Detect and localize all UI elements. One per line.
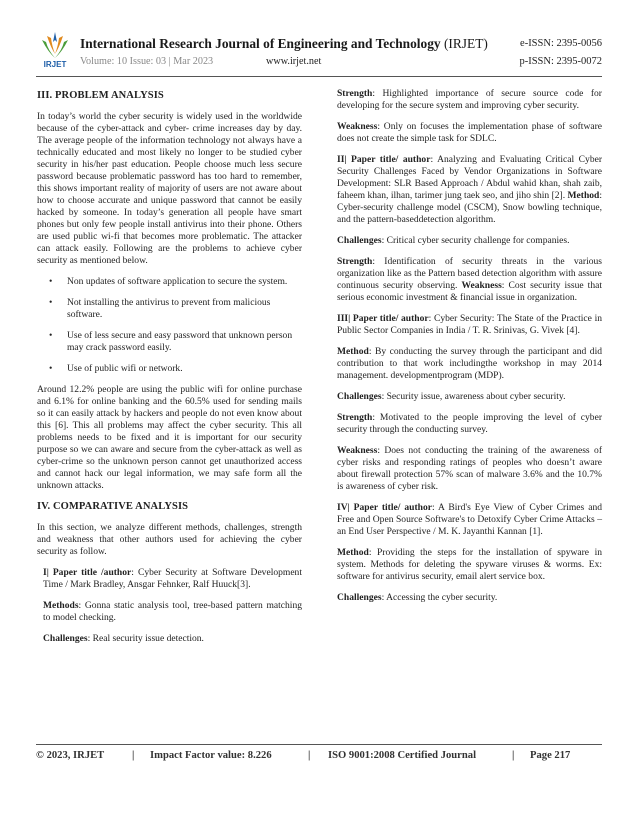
journal-header: [36, 30, 602, 74]
weakness-entry: Weakness: Does not conducting the training of the awareness of cyber risks and responding ratings of peoples who doesn’t aware about firewall protection 57% scan of malware 3.6% and the 10.7% is awareness of cyber risk.: [337, 445, 602, 492]
strength-entry: Strength: Identification of security threats in the various organization like as the Pattern based detection algorithm with assure continuous security observing. Weakness: Cost security issue that serious economic investment & financial issue in organization.: [337, 256, 602, 303]
paragraph: In this section, we analyze different methods, challenges, strength and weakness that other authors used for achieving the cyber security as follow.: [37, 522, 302, 557]
copyright: © 2023, IRJET: [36, 750, 105, 761]
problem-list: [37, 276, 302, 375]
paper-entry: I| Paper title /author: Cyber Security at Software Development Time / Mark Bradley, Ansgar Fehnker, Ralf Huuck[3].: [43, 567, 302, 590]
paragraph: In today’s world the cyber security is widely used in the worldwide because of the cyber-attack and cyber- crime increases day by day. The average people of the information technology not always have a technically educated and most likely no longer to be studied cyber security in his/her past education. People choose much less secure password because problematic password has too hard to remember, this shows important reality of majority of users are not aware about how to choose accurate and unique password that cannot be easily hacked by someone. In today’s generation all people have smart phones but only few people install antivirus into their phone. Others are used public wi-fi that becomes more problematic. The attacker can attack easily. Following are the problems to achieve cyber security as mentioned below.: [37, 111, 302, 266]
impact-factor: Impact Factor value: 8.226: [150, 750, 272, 761]
footer-rule: [36, 744, 602, 745]
method-entry: Method: By conducting the survey through the participant and did contribution to that work includingthe workshop in may 2014 management. developmentprogram (MDP).: [337, 346, 602, 381]
volume-issue: Volume: 10 Issue: 03 | Mar 2023: [80, 56, 214, 67]
section-heading-problem-analysis: III. PROBLEM ANALYSIS: [37, 90, 164, 101]
method-entry: Method: Providing the steps for the installation of spyware in system. Methods for deleting the spyware viruses & worms. Ex: software for antivirus security, email alert service box.: [337, 547, 602, 582]
weakness-entry: Weakness: Only on focuses the implementation phase of software does not create the simple task for SDLC.: [337, 121, 602, 144]
header-rule: [36, 76, 602, 77]
list-item: • Use of public wifi or network.: [37, 363, 302, 375]
iso-certification: ISO 9001:2008 Certified Journal: [328, 750, 477, 761]
paper-entry: IV| Paper title/ author: A Bird's Eye View of Cyber Crimes and Free and Open Source Software's to Detoxify Cyber Crime Attacks – an End User Perspective / M. K. Jayanthi Kannan [1].: [337, 502, 602, 537]
methods-entry: Methods: Gonna static analysis tool, tree-based pattern matching to model checking.: [43, 600, 302, 623]
eissn: e-ISSN: 2395-0056: [520, 38, 602, 49]
challenges-entry: Challenges: Real security issue detection.: [43, 633, 204, 644]
list-item: • Use of less secure and easy password that unknown person may crack password easily.: [37, 330, 302, 354]
page-number: Page 217: [530, 750, 571, 761]
pissn: p-ISSN: 2395-0072: [519, 56, 602, 67]
section-heading-comparative-analysis: IV. COMPARATIVE ANALYSIS: [37, 501, 189, 512]
challenges-entry: Challenges: Critical cyber security challenge for companies.: [337, 235, 570, 246]
challenges-entry: Challenges: Accessing the cyber security.: [337, 592, 498, 603]
list-item: • Non updates of software application to secure the system.: [37, 276, 302, 288]
strength-entry: Strength: Motivated to the people improving the level of cyber security through the conducting survey.: [337, 412, 602, 435]
challenges-entry: Challenges: Security issue, awareness about cyber security.: [337, 391, 566, 402]
list-item: • Not installing the antivirus to prevent from malicious software.: [37, 297, 302, 321]
right-column: [337, 88, 602, 613]
irjet-logo-icon: [36, 30, 74, 74]
strength-entry: Strength: Highlighted importance of secure source code for developing for the secure system and improving cyber security.: [337, 88, 602, 111]
journal-title: International Research Journal of Engineering and Technology (IRJET): [80, 36, 488, 51]
page-footer: [36, 750, 602, 764]
footer-separator: |: [512, 750, 515, 761]
paper-entry: III| Paper title/ author: Cyber Security: The State of the Practice in Public Sector Companies in India / T. R. Srinivas, G. Vivek [4].: [337, 313, 602, 336]
paragraph: Around 12.2% people are using the public wifi for online purchase and 6.1% for online banking and the 60.5% used for sending mails so it can easily attack by hackers and people do not even know about this [6]. This all problems may affect the cyber security. This all problems needs to be fixed and it is important for our security purpose so we can aware and secure from the cyber-attack as well as cyber-crime so the unknown person cannot get unauthorized access and cannot hack our legal information, we may safe form all the unknown attacks.: [37, 384, 302, 491]
left-column: [37, 88, 302, 654]
footer-separator: |: [132, 750, 135, 761]
website-link[interactable]: www.irjet.net: [266, 56, 322, 67]
footer-separator: |: [308, 750, 311, 761]
logo-text: IRJET: [43, 60, 67, 69]
paper-entry: II| Paper title/ author: Analyzing and Evaluating Critical Cyber Security Challenges Faced by Vendor Organizations in Software Development: SLR Based Approach / Abdul wahid khan, shah zaib, faheem khan, ilhan, tarimer jung taek seo, and jiho shin [2]. Method: Cyber-security challenge model (CSCM), Snow bowling technique, and the pattern-baseddetection algorithm.: [337, 154, 603, 225]
